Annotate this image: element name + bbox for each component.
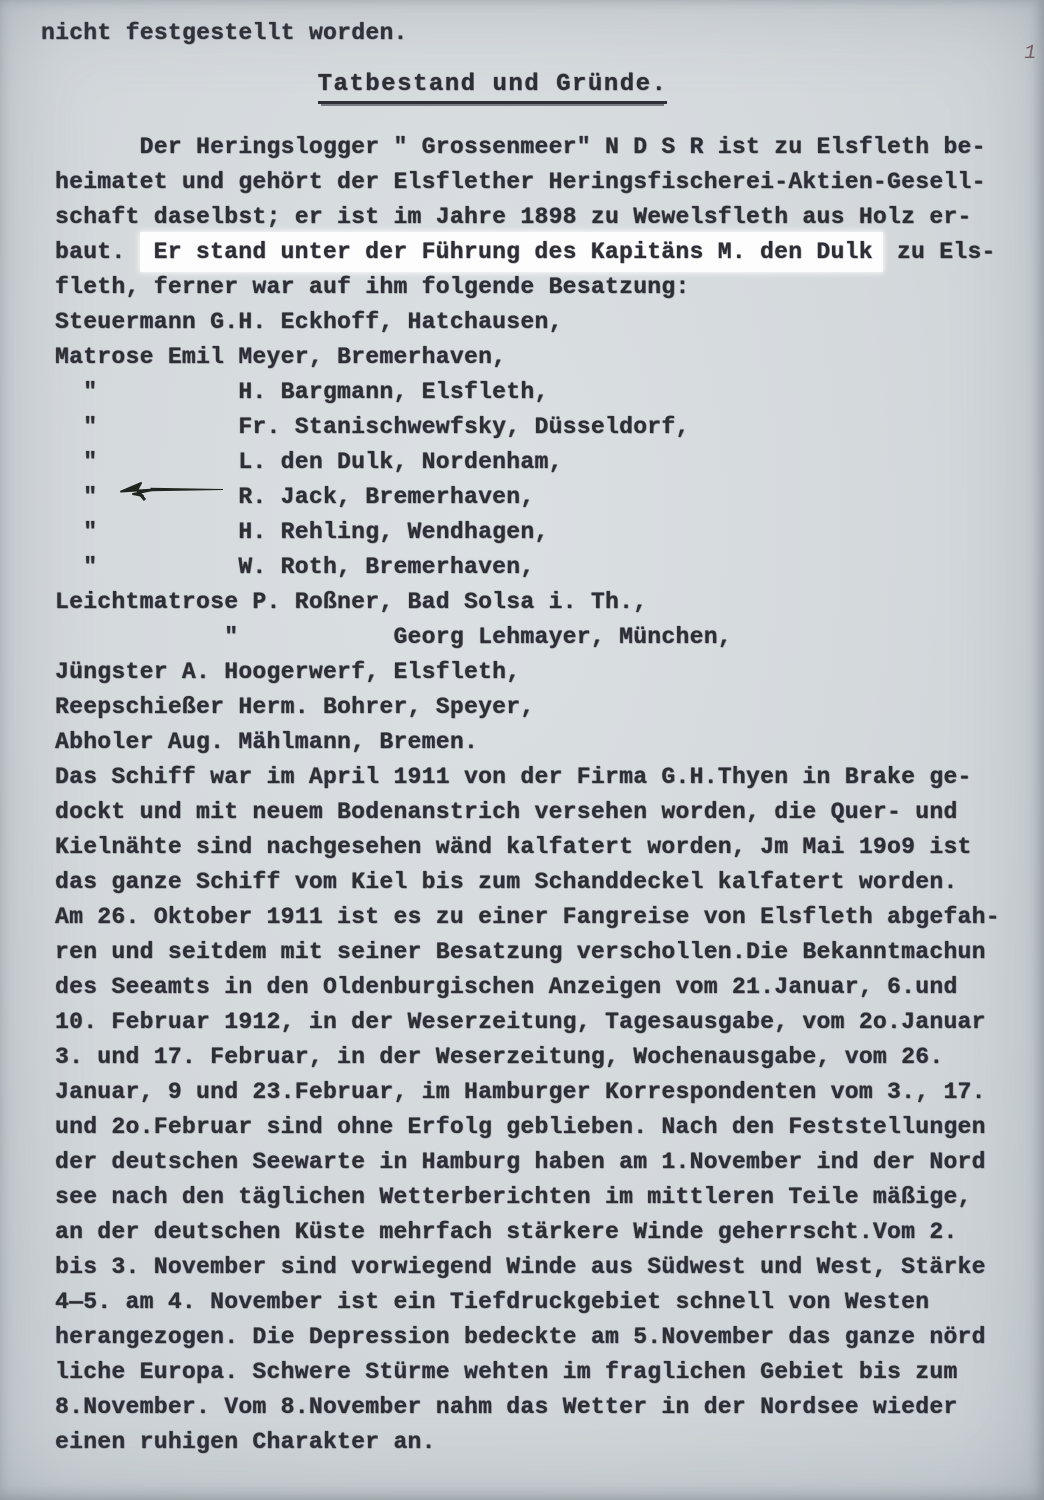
text-line: Matrose Emil Meyer, Bremerhaven, bbox=[55, 344, 507, 370]
text-line: das ganze Schiff vom Kiel bis zum Schanddeckel kalfatert worden. bbox=[55, 869, 958, 895]
text-line: Leichtmatrose P. Roßner, Bad Solsa i. Th., bbox=[55, 589, 648, 615]
text-line: Das Schiff war im April 1911 von der Firma G.H.Thyen in Brake ge- bbox=[55, 764, 972, 790]
text-line: dockt und mit neuem Bodenanstrich versehen worden, die Quer- und bbox=[55, 799, 958, 825]
text-line: Kielnähte sind nachgesehen wänd kalfatert worden, Jm Mai 19o9 ist bbox=[55, 834, 972, 860]
text-line: schaft daselbst; er ist im Jahre 1898 zu Wewelsfleth aus Holz er- bbox=[55, 204, 972, 230]
text-line: heimatet und gehört der Elsflether Heringsfischerei-Aktien-Gesell- bbox=[55, 169, 986, 195]
text-line: einen ruhigen Charakter an. bbox=[55, 1429, 436, 1455]
text-line: Januar, 9 und 23.Februar, im Hamburger Korrespondenten vom 3., 17. bbox=[55, 1079, 986, 1105]
text-line: des Seeamts in den Oldenburgischen Anzeigen vom 21.Januar, 6.und bbox=[55, 974, 958, 1000]
document-body bbox=[55, 130, 1034, 1460]
text-line: Steuermann G.H. Eckhoff, Hatchausen, bbox=[55, 309, 563, 335]
text-line: bis 3. November sind vorwiegend Winde aus Südwest und West, Stärke bbox=[55, 1254, 986, 1280]
text-line: Am 26. Oktober 1911 ist es zu einer Fangreise von Elsfleth abgefah- bbox=[55, 904, 1000, 930]
text-line: " Georg Lehmayer, München, bbox=[55, 624, 732, 650]
text-line: Jüngster A. Hoogerwerf, Elsfleth, bbox=[55, 659, 521, 685]
text-line: und 2o.Februar sind ohne Erfolg geblieben. Nach den Feststellungen bbox=[55, 1114, 986, 1140]
heading-row bbox=[3, 71, 982, 104]
text-line: " L. den Dulk, Nordenham, bbox=[55, 445, 1034, 480]
text-line: " W. Roth, Bremerhaven, bbox=[55, 554, 535, 580]
text-line: 8.November. Vom 8.November nahm das Wetter in der Nordsee wieder bbox=[55, 1394, 958, 1420]
text-line: 4—5. am 4. November ist ein Tiefdruckgebiet schnell von Westen bbox=[55, 1289, 930, 1315]
text-line: ren und seitdem mit seiner Besatzung verschollen.Die Bekanntmachun bbox=[55, 939, 986, 965]
text-line: herangezogen. Die Depression bedeckte am 5.November das ganze nörd bbox=[55, 1324, 986, 1350]
text-line: liche Europa. Schwere Stürme wehten im fraglichen Gebiet bis zum bbox=[55, 1359, 958, 1385]
text-line: " H. Rehling, Wendhagen, bbox=[55, 519, 549, 545]
text-line: 10. Februar 1912, in der Weserzeitung, Tagesausgabe, vom 2o.Januar bbox=[55, 1009, 986, 1035]
text-line: see nach den täglichen Wetterberichten im mittleren Teile mäßige, bbox=[55, 1184, 972, 1210]
text-line: " H. Bargmann, Elsfleth, bbox=[55, 379, 549, 405]
highlighted-passage: Er stand unter der Führung des Kapitäns M. den Dulk bbox=[140, 232, 883, 272]
text-line: der deutschen Seewarte in Hamburg haben am 1.November ind der Nord bbox=[55, 1149, 986, 1175]
text-line: " Fr. Stanischwewfsky, Düsseldorf, bbox=[55, 414, 690, 440]
text-line: fleth, ferner war auf ihm folgende Besatzung: bbox=[55, 274, 690, 300]
text-line: baut. Er stand unter der Führung des Kapitäns M. den Dulk zu Els- bbox=[55, 235, 1034, 270]
text-line: Reepschießer Herm. Bohrer, Speyer, bbox=[55, 694, 535, 720]
text-line: Der Heringslogger " Grossenmeer" N D S R ist zu Elsfleth be- bbox=[55, 134, 986, 160]
intro-line: nicht festgestellt worden. bbox=[41, 20, 408, 46]
text-line: " R. Jack, Bremerhaven, bbox=[55, 484, 535, 510]
text-line: 3. und 17. Februar, in der Weserzeitung, Wochenausgabe, vom 26. bbox=[55, 1044, 944, 1070]
page-content bbox=[41, 16, 1034, 1460]
page-number: 1 bbox=[1021, 42, 1039, 65]
page-title: Tatbestand und Gründe. bbox=[318, 71, 668, 104]
text-line: Abholer Aug. Mählmann, Bremen. bbox=[55, 729, 479, 755]
text-line: an der deutschen Küste mehrfach stärkere Winde geherrscht.Vom 2. bbox=[55, 1219, 958, 1245]
